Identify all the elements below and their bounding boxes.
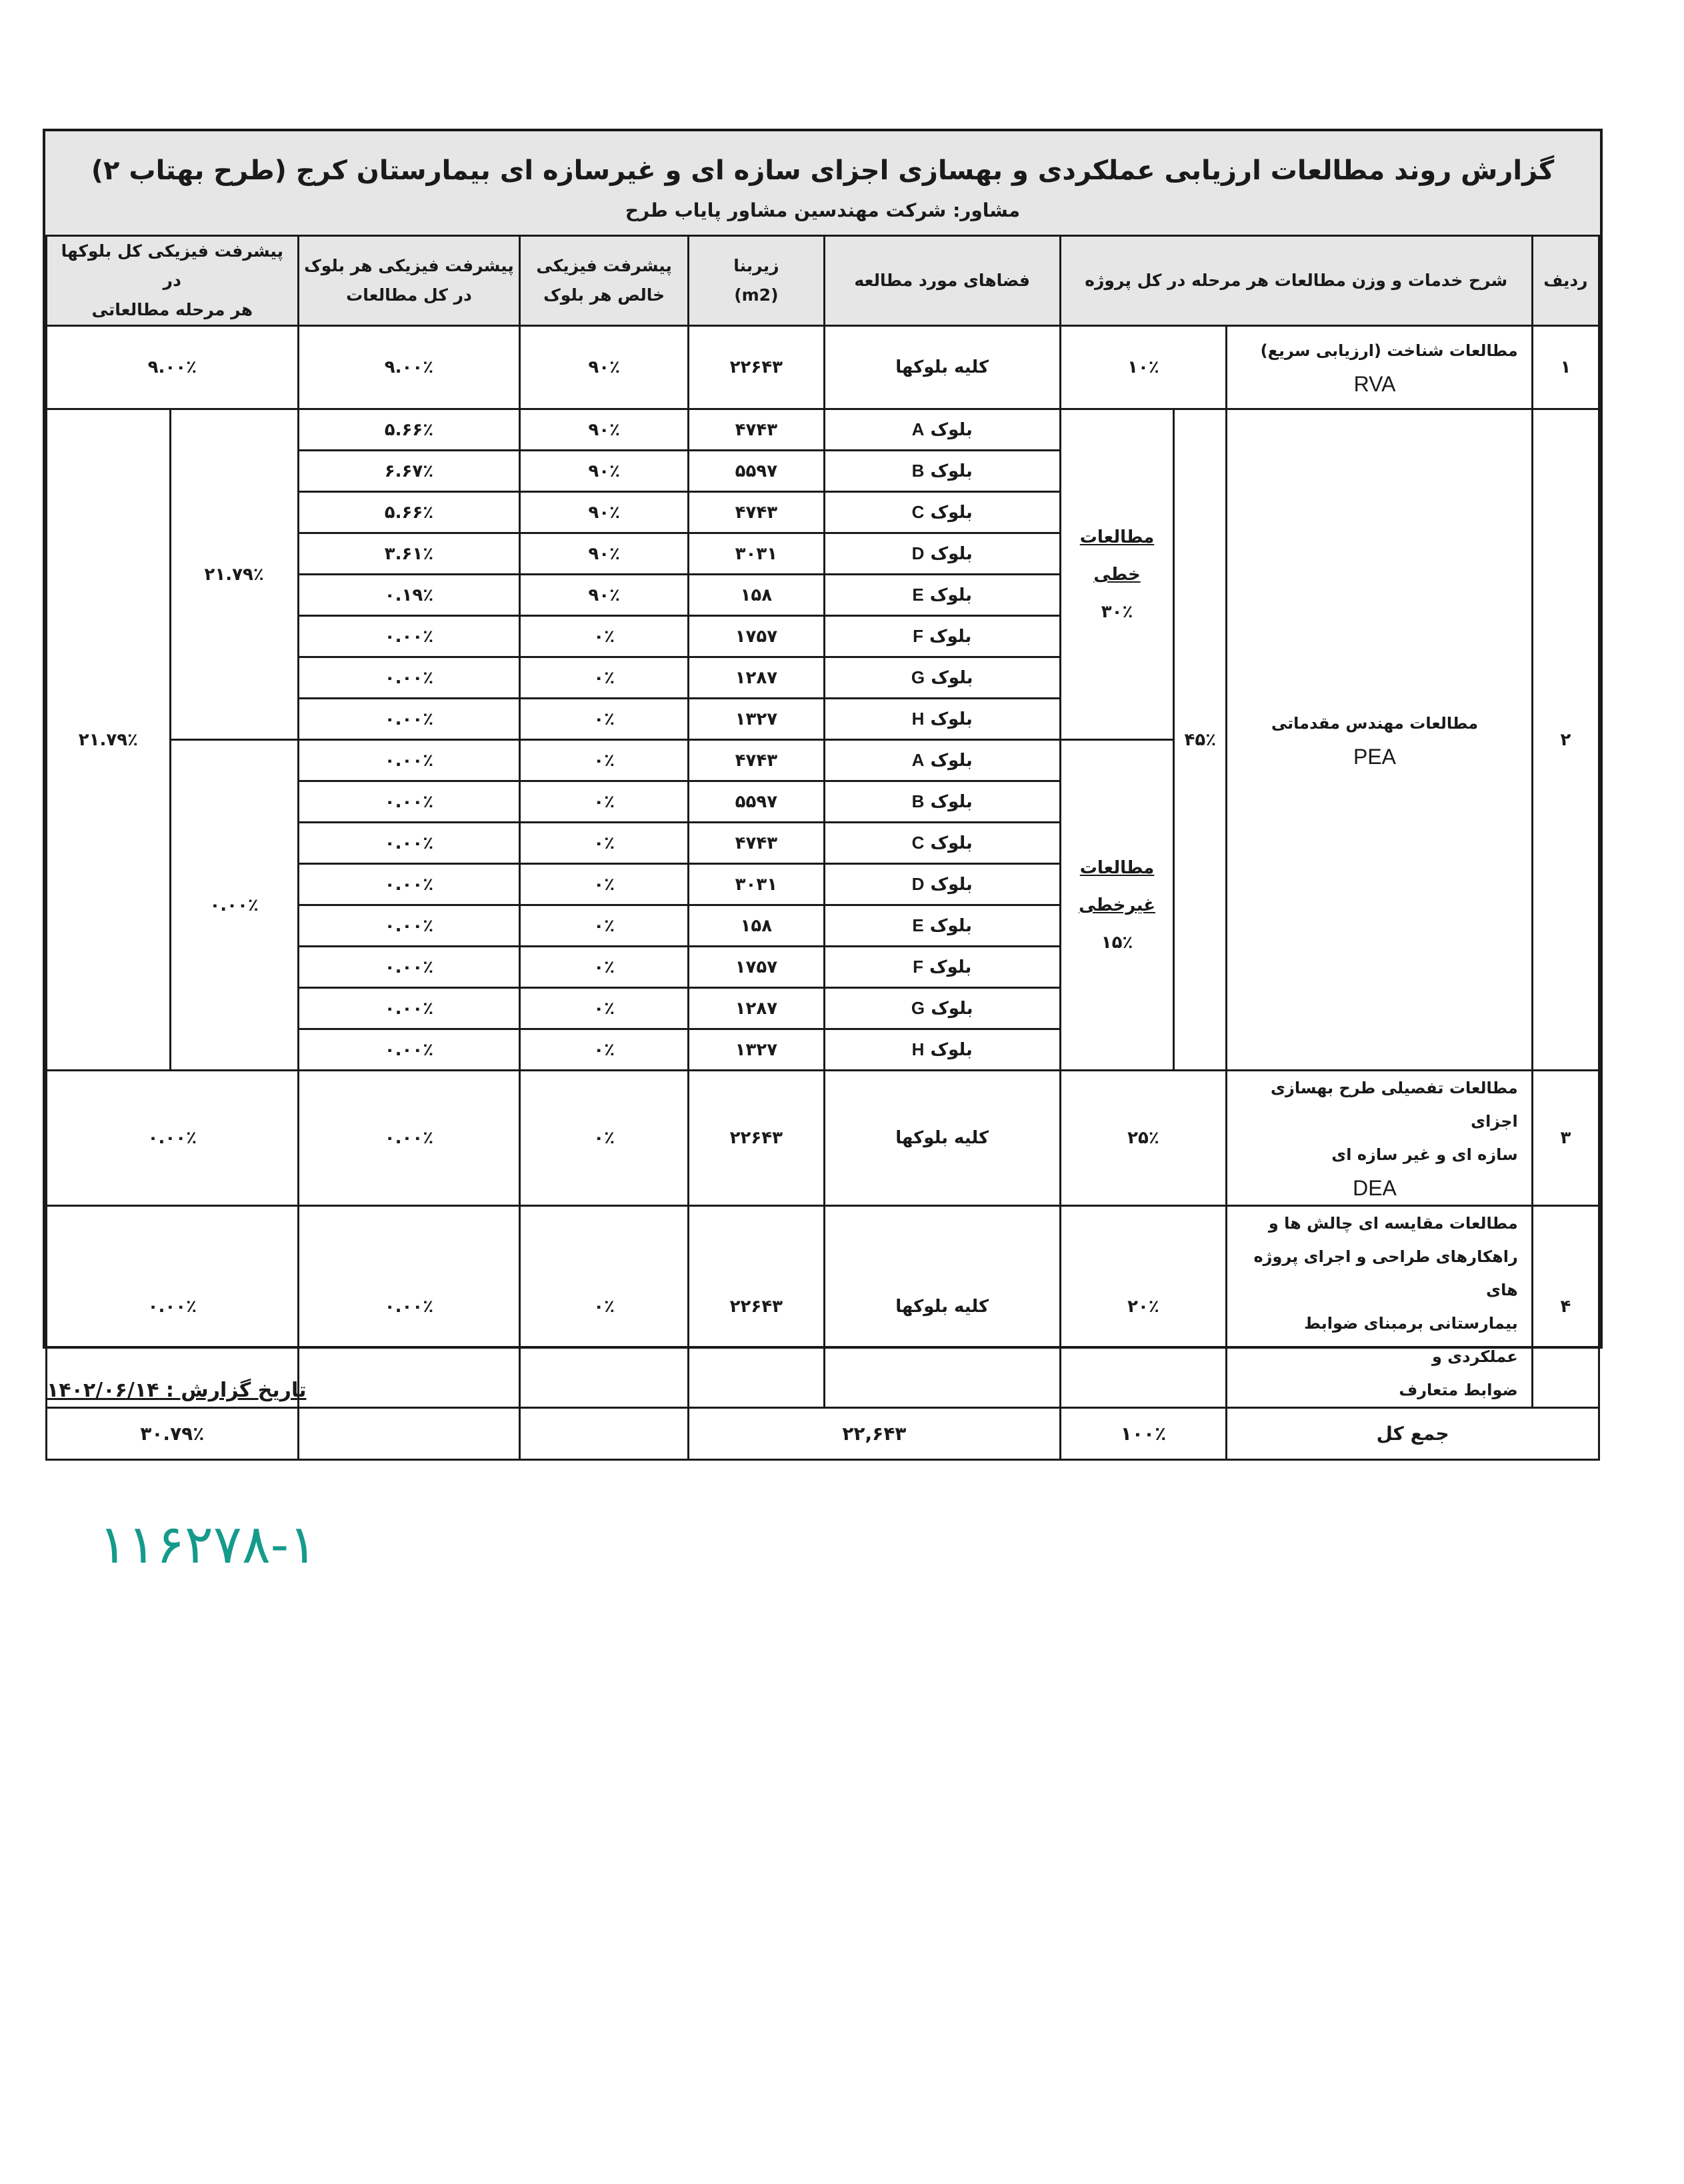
block-letter: G [911, 998, 925, 1018]
row-net-progress: ۰٪ [520, 1206, 689, 1408]
total-label: جمع کل [1227, 1408, 1599, 1460]
block-word: بلوک [930, 503, 973, 523]
block-share: ۰.۱۹٪ [298, 575, 520, 616]
block-net-progress: ۰٪ [520, 657, 689, 699]
block-net-progress: ۹۰٪ [520, 533, 689, 575]
row-title [1227, 409, 1533, 1071]
block-net-progress: ۰٪ [520, 947, 689, 988]
block-name [824, 781, 1060, 823]
block-area: ۴۷۴۳ [689, 740, 825, 781]
block-letter: B [911, 461, 925, 481]
block-letter: A [911, 419, 925, 439]
block-word: بلوک [930, 792, 973, 812]
header-total-line2: هر مرحله مطالعاتی [91, 300, 253, 319]
report-header [45, 131, 1600, 237]
block-share: ۰.۰۰٪ [298, 740, 520, 781]
block-letter: C [911, 502, 925, 522]
progress-table [45, 235, 1600, 1461]
block-share: ۵.۶۶٪ [298, 492, 520, 533]
row-title-line2: سازه ای و غیر سازه ای [1331, 1145, 1518, 1164]
row-net-progress: ۰٪ [520, 1071, 689, 1206]
block-word: بلوک [930, 1040, 973, 1060]
row-weight: ۲۰٪ [1060, 1206, 1227, 1408]
block-word: بلوک [930, 833, 973, 853]
row-abbr: RVA [1353, 372, 1396, 396]
header-space: فضاهای مورد مطالعه [824, 236, 1060, 326]
header-net-line1: پیشرفت فیزیکی [536, 256, 672, 275]
block-word: بلوک [930, 420, 973, 440]
block-share: ۰.۰۰٪ [298, 947, 520, 988]
header-block-progress [298, 236, 520, 326]
table-row-1 [47, 326, 1599, 409]
header-total-line1: پیشرفت فیزیکی کل بلوکها در [61, 241, 284, 290]
header-area [689, 236, 825, 326]
block-name [824, 864, 1060, 905]
row-area: ۲۲۶۴۳ [689, 1071, 825, 1206]
block-net-progress: ۹۰٪ [520, 492, 689, 533]
row-total-progress: ۹.۰۰٪ [47, 326, 299, 409]
block-share: ۵.۶۶٪ [298, 409, 520, 451]
block-net-progress: ۹۰٪ [520, 409, 689, 451]
row-block-progress: ۹.۰۰٪ [298, 326, 520, 409]
table-total-row [47, 1408, 1599, 1460]
block-net-progress: ۰٪ [520, 864, 689, 905]
block-net-progress: ۰٪ [520, 988, 689, 1029]
row-number: ۳ [1532, 1071, 1599, 1206]
nonlinear-phase-weight: ۱۵٪ [1101, 932, 1133, 953]
header-net-progress [520, 236, 689, 326]
block-name [824, 905, 1060, 947]
block-net-progress: ۹۰٪ [520, 575, 689, 616]
row-abbr: DEA [1353, 1176, 1397, 1200]
block-name [824, 1029, 1060, 1071]
block-name [824, 740, 1060, 781]
block-net-progress: ۰٪ [520, 823, 689, 864]
row-title-text: مطالعات شناخت (ارزیابی سریع) [1260, 341, 1518, 360]
block-letter: E [912, 915, 924, 935]
block-letter: F [913, 626, 923, 646]
block-name [824, 409, 1060, 451]
block-name [824, 451, 1060, 492]
block-word: بلوک [930, 461, 973, 481]
block-row [47, 409, 1599, 451]
row-title-line3: بیمارستانی برمبنای ضوابط عملکردی و [1304, 1314, 1518, 1366]
row-number: ۲ [1532, 409, 1599, 1071]
header-row-number: ردیف [1532, 236, 1599, 326]
row-block-progress: ۰.۰۰٪ [298, 1071, 520, 1206]
header-block-line1: پیشرفت فیزیکی هر بلوک [304, 256, 514, 275]
block-word: بلوک [931, 999, 973, 1019]
row-weight: ۲۵٪ [1060, 1071, 1227, 1206]
block-word: بلوک [930, 875, 973, 895]
block-letter: H [911, 709, 925, 729]
block-word: بلوک [929, 585, 973, 605]
row-title-line2: راهکارهای طراحی و اجرای پروژه های [1253, 1247, 1518, 1299]
block-share: ۳.۶۱٪ [298, 533, 520, 575]
report-date: تاریخ گزارش : ۱۴۰۲/۰۶/۱۴ [47, 1379, 307, 1402]
block-share: ۰.۰۰٪ [298, 988, 520, 1029]
row-title [1227, 326, 1533, 409]
block-area: ۵۵۹۷ [689, 781, 825, 823]
block-net-progress: ۰٪ [520, 905, 689, 947]
row-space: کلیه بلوکها [824, 1206, 1060, 1408]
report-consultant: مشاور: شرکت مهندسین مشاور پایاب طرح [625, 199, 1021, 221]
block-share: ۰.۰۰٪ [298, 616, 520, 657]
row-weight: ۴۵٪ [1174, 409, 1227, 1071]
block-area: ۴۷۴۳ [689, 823, 825, 864]
row-number: ۱ [1532, 326, 1599, 409]
row-title-text: مطالعات مهندس مقدماتی [1271, 713, 1479, 733]
block-net-progress: ۰٪ [520, 781, 689, 823]
header-total-progress [47, 236, 299, 326]
row-abbr: PEA [1353, 744, 1397, 769]
block-share: ۰.۰۰٪ [298, 823, 520, 864]
block-letter: H [911, 1039, 925, 1059]
block-share: ۰.۰۰٪ [298, 1029, 520, 1071]
block-share: ۰.۰۰٪ [298, 781, 520, 823]
row-title-line1: مطالعات تفصیلی طرح بهسازی اجزای [1271, 1079, 1518, 1131]
block-letter: F [913, 957, 923, 977]
block-letter: D [911, 543, 925, 563]
block-letter: G [911, 667, 925, 687]
block-name [824, 533, 1060, 575]
block-letter: E [912, 585, 924, 605]
row-block-progress: ۰.۰۰٪ [298, 1206, 520, 1408]
row-title-line4: ضوابط متعارف [1399, 1381, 1518, 1399]
row-space: کلیه بلوکها [824, 1071, 1060, 1206]
table-row-4 [47, 1206, 1599, 1408]
row-title [1227, 1206, 1533, 1408]
row-title-line1: مطالعات مقایسه ای چالش ها و [1268, 1214, 1518, 1233]
total-area: ۲۲,۶۴۳ [689, 1408, 1061, 1460]
block-area: ۳۰۳۱ [689, 533, 825, 575]
block-area: ۱۵۸ [689, 905, 825, 947]
block-word: بلوک [931, 668, 973, 688]
row-total-progress: ۰.۰۰٪ [47, 1206, 299, 1408]
block-letter: C [911, 833, 925, 853]
block-word: بلوک [929, 627, 972, 647]
nonlinear-phase [1060, 740, 1174, 1071]
block-share: ۰.۰۰٪ [298, 905, 520, 947]
linear-phase-label: مطالعات خطی [1079, 527, 1155, 585]
block-share: ۰.۰۰٪ [298, 657, 520, 699]
block-area: ۱۵۸ [689, 575, 825, 616]
block-word: بلوک [930, 709, 973, 729]
linear-phase [1060, 409, 1174, 740]
block-name [824, 988, 1060, 1029]
row-total-progress: ۲۱.۷۹٪ [47, 409, 171, 1071]
block-net-progress: ۰٪ [520, 699, 689, 740]
block-name [824, 657, 1060, 699]
block-name [824, 699, 1060, 740]
total-progress: ۳۰.۷۹٪ [47, 1408, 299, 1460]
nonlinear-phase-label: مطالعات غیرخطی [1079, 857, 1155, 915]
block-share: ۰.۰۰٪ [298, 864, 520, 905]
block-area: ۱۷۵۷ [689, 616, 825, 657]
block-net-progress: ۰٪ [520, 740, 689, 781]
header-net-line2: خالص هر بلوک [543, 285, 665, 305]
total-block-empty [298, 1408, 520, 1460]
block-name [824, 616, 1060, 657]
block-name [824, 492, 1060, 533]
header-area-line2: (m2) [734, 285, 779, 305]
row-area: ۲۲۶۴۳ [689, 1206, 825, 1408]
row-weight: ۱۰٪ [1060, 326, 1227, 409]
block-share: ۰.۰۰٪ [298, 699, 520, 740]
linear-phase-weight: ۳۰٪ [1101, 601, 1133, 622]
row-area: ۲۲۶۴۳ [689, 326, 825, 409]
row-title [1227, 1071, 1533, 1206]
row-net-progress: ۹۰٪ [520, 326, 689, 409]
header-service: شرح خدمات و وزن مطالعات هر مرحله در کل پروژه [1060, 236, 1532, 326]
block-name [824, 947, 1060, 988]
block-letter: D [911, 874, 925, 894]
nonlinear-subtotal: ۰.۰۰٪ [170, 740, 298, 1071]
block-area: ۵۵۹۷ [689, 451, 825, 492]
block-name [824, 575, 1060, 616]
table-header-row [47, 236, 1599, 326]
row-number: ۴ [1532, 1206, 1599, 1408]
block-area: ۱۳۲۷ [689, 699, 825, 740]
block-word: بلوک [930, 751, 973, 771]
block-word: بلوک [929, 957, 972, 977]
header-block-line2: در کل مطالعات [346, 285, 472, 305]
row-space: کلیه بلوکها [824, 326, 1060, 409]
block-share: ۶.۶۷٪ [298, 451, 520, 492]
handwritten-number: ۱۱۶۲۷۸-۱ [99, 1513, 317, 1575]
header-area-line1: زیربنا [733, 256, 779, 275]
block-name [824, 823, 1060, 864]
report-title: گزارش روند مطالعات ارزیابی عملکردی و بهسازی اجزای سازه ای و غیرسازه ای بیمارستان کرج (طرح بهتاب ۲) [91, 155, 1555, 186]
block-letter: B [911, 791, 925, 811]
block-net-progress: ۹۰٪ [520, 451, 689, 492]
block-net-progress: ۰٪ [520, 1029, 689, 1071]
total-weight: ۱۰۰٪ [1060, 1408, 1227, 1460]
block-area: ۱۳۲۷ [689, 1029, 825, 1071]
row-total-progress: ۰.۰۰٪ [47, 1071, 299, 1206]
block-area: ۳۰۳۱ [689, 864, 825, 905]
block-area: ۴۷۴۳ [689, 492, 825, 533]
block-word: بلوک [929, 916, 973, 936]
block-word: بلوک [930, 544, 973, 564]
block-area: ۱۲۸۷ [689, 988, 825, 1029]
block-net-progress: ۰٪ [520, 616, 689, 657]
block-area: ۴۷۴۳ [689, 409, 825, 451]
block-area: ۱۷۵۷ [689, 947, 825, 988]
linear-subtotal: ۲۱.۷۹٪ [170, 409, 298, 740]
block-letter: A [911, 750, 925, 770]
block-area: ۱۲۸۷ [689, 657, 825, 699]
total-net-empty [520, 1408, 689, 1460]
table-row-3 [47, 1071, 1599, 1206]
